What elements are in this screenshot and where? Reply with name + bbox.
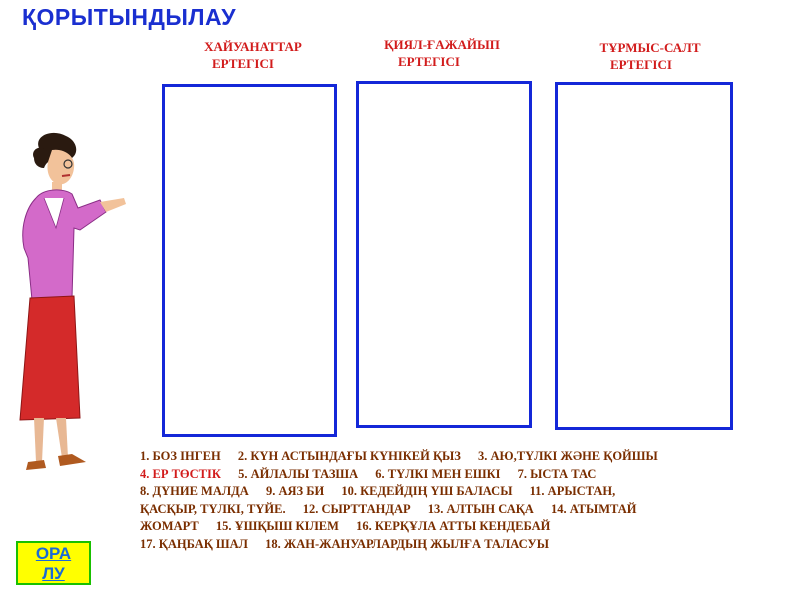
list-item[interactable]: 14. АТЫМТАЙ <box>550 501 637 516</box>
return-button[interactable] <box>16 541 91 585</box>
list-item[interactable]: 17. ҚАҢБАҚ ШАЛ <box>140 536 248 551</box>
list-item[interactable]: 9. АЯЗ БИ <box>265 484 325 498</box>
list-item[interactable]: 12. СЫРТТАНДАР <box>302 501 411 516</box>
tales-line-1 <box>140 448 795 466</box>
list-item[interactable]: 2. КҮН АСТЫНДАҒЫ КҮНІКЕЙ ҚЫЗ <box>237 449 461 463</box>
column-header-line1: ТҰРМЫС-САЛТ <box>599 40 701 55</box>
tales-line-2 <box>140 466 795 484</box>
list-item[interactable]: ҚАСҚЫР, ТҮЛКІ, ТҮЙЕ. <box>140 501 286 516</box>
list-item[interactable]: 4. ЕР ТӨСТІК <box>140 466 221 481</box>
list-item[interactable]: ЖОМАРТ <box>140 519 199 533</box>
list-item[interactable]: 1. БОЗ ІНГЕН <box>140 449 221 463</box>
list-item[interactable]: 13. АЛТЫН САҚА <box>427 501 534 516</box>
list-item[interactable]: 15. ҰШҚЫШ КІЛЕМ <box>215 519 339 533</box>
drop-box-fairy-tales[interactable] <box>356 81 532 428</box>
column-header-line2: ЕРТЕГІСІ <box>398 54 460 69</box>
return-button-line1: ОРА <box>35 544 72 563</box>
drop-box-household-tales[interactable] <box>555 82 733 430</box>
column-header-line2: ЕРТЕГІСІ <box>610 57 672 72</box>
teacher-illustration <box>0 128 140 478</box>
list-item[interactable]: 3. АЮ,ТҮЛКІ ЖӘНЕ ҚОЙШЫ <box>478 449 658 463</box>
tales-line-6 <box>140 536 795 554</box>
column-header-line2: ЕРТЕГІСІ <box>212 56 274 71</box>
column-header-animal-tales <box>188 38 318 72</box>
column-header-household-tales <box>580 39 720 73</box>
tales-line-3 <box>140 483 795 501</box>
list-item[interactable]: 18. ЖАН-ЖАНУАРЛАРДЫҢ ЖЫЛҒА ТАЛАСУЫ <box>265 536 549 551</box>
column-header-line1: ҚИЯЛ-ҒАЖАЙЫП <box>384 37 500 52</box>
list-item[interactable]: 11. АРЫСТАН, <box>529 484 616 498</box>
drop-box-animal-tales[interactable] <box>162 84 337 437</box>
page-title: ҚОРЫТЫНДЫЛАУ <box>22 4 237 30</box>
tales-list <box>140 448 795 553</box>
column-header-fairy-tales <box>372 36 512 70</box>
list-item[interactable]: 6. ТҮЛКІ МЕН ЕШКІ <box>375 466 501 481</box>
list-item[interactable]: 8. ДҮНИЕ МАЛДА <box>140 484 249 498</box>
tales-line-5 <box>140 518 795 536</box>
column-header-line1: ХАЙУАНАТТАР <box>204 39 302 54</box>
list-item[interactable]: 7. ЫСТА ТАС <box>517 466 597 481</box>
return-button-line2: ЛУ <box>42 564 65 583</box>
list-item[interactable]: 16. КЕРҚҰЛА АТТЫ КЕНДЕБАЙ <box>356 519 551 533</box>
list-item[interactable]: 10. КЕДЕЙДІҢ ҮШ БАЛАСЫ <box>341 484 513 498</box>
list-item[interactable]: 5. АЙЛАЛЫ ТАЗША <box>238 466 359 481</box>
tales-line-4 <box>140 501 795 519</box>
